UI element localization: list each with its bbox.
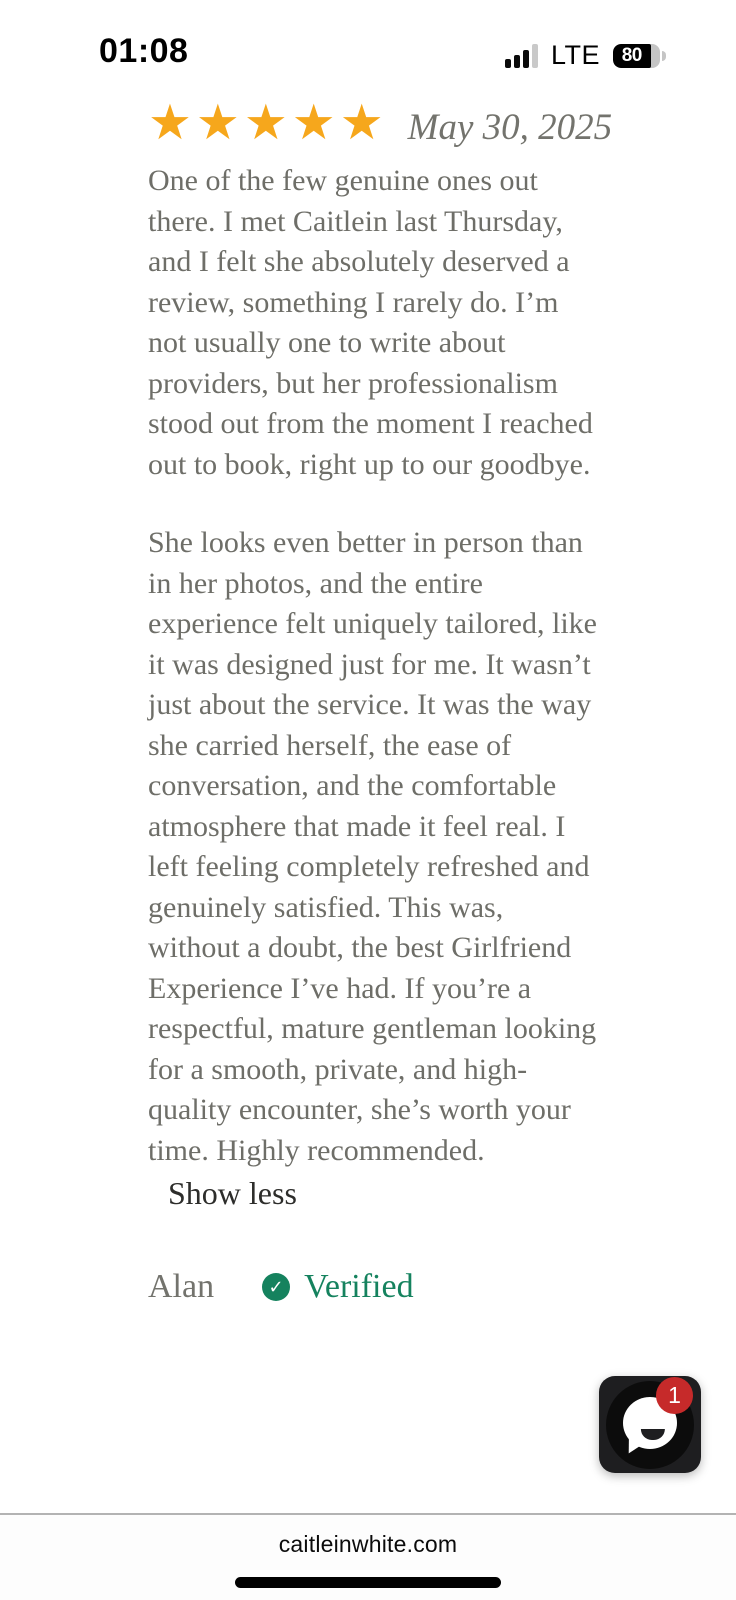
chat-bubble-smile	[641, 1429, 665, 1440]
chat-unread-badge: 1	[656, 1377, 693, 1414]
battery-percent-label: 80	[621, 44, 642, 66]
status-bar	[0, 0, 736, 90]
review-date: May 30, 2025	[407, 107, 613, 148]
reviewer-row	[148, 1268, 600, 1306]
review-card	[148, 94, 613, 1306]
reviewer-name: Alan	[148, 1268, 215, 1305]
network-type-label: LTE	[550, 40, 600, 70]
review-paragraph-2: She looks even better in person than in her photos, and the entire experience felt uniquely tailored, like it was designed just for me. It wasn’t just about the service. It was the way she carried herself, the ease of conversation, and the comfortable atmosphere that made it feel real. I left feeling completely refreshed and genuinely satisfied. This was, without a doubt, the best Girlfriend Experience I’ve had. If you’re a respectful, mature gentleman looking for a smooth, private, and high-quality encounter, she’s worth your time. Highly recommended.	[148, 526, 597, 1167]
chat-widget-button[interactable]	[599, 1376, 701, 1473]
review-paragraph-1: One of the few genuine ones out there. I met Caitlein last Thursday, and I felt she absolutely deserved a review, something I rarely do. I’m not usually one to write about providers, but her professionalism stood out from the moment I reached out to book, right up to our goodbye.	[148, 164, 593, 481]
star-rating: ★★★★★	[148, 94, 388, 151]
signal-strength-icon	[505, 44, 538, 68]
show-less-button[interactable]: Show less	[168, 1175, 297, 1211]
home-indicator[interactable]	[235, 1577, 501, 1588]
address-bar-url[interactable]: caitleinwhite.com	[278, 1531, 458, 1557]
battery-icon	[613, 44, 666, 68]
verified-check-icon: ✓	[262, 1273, 290, 1301]
verified-label: Verified	[304, 1268, 414, 1305]
status-bar-icons	[505, 40, 666, 71]
review-body	[148, 161, 600, 1171]
review-header	[148, 94, 613, 151]
clock-label: 01:08	[99, 32, 189, 70]
browser-bottom-bar	[0, 1513, 736, 1600]
